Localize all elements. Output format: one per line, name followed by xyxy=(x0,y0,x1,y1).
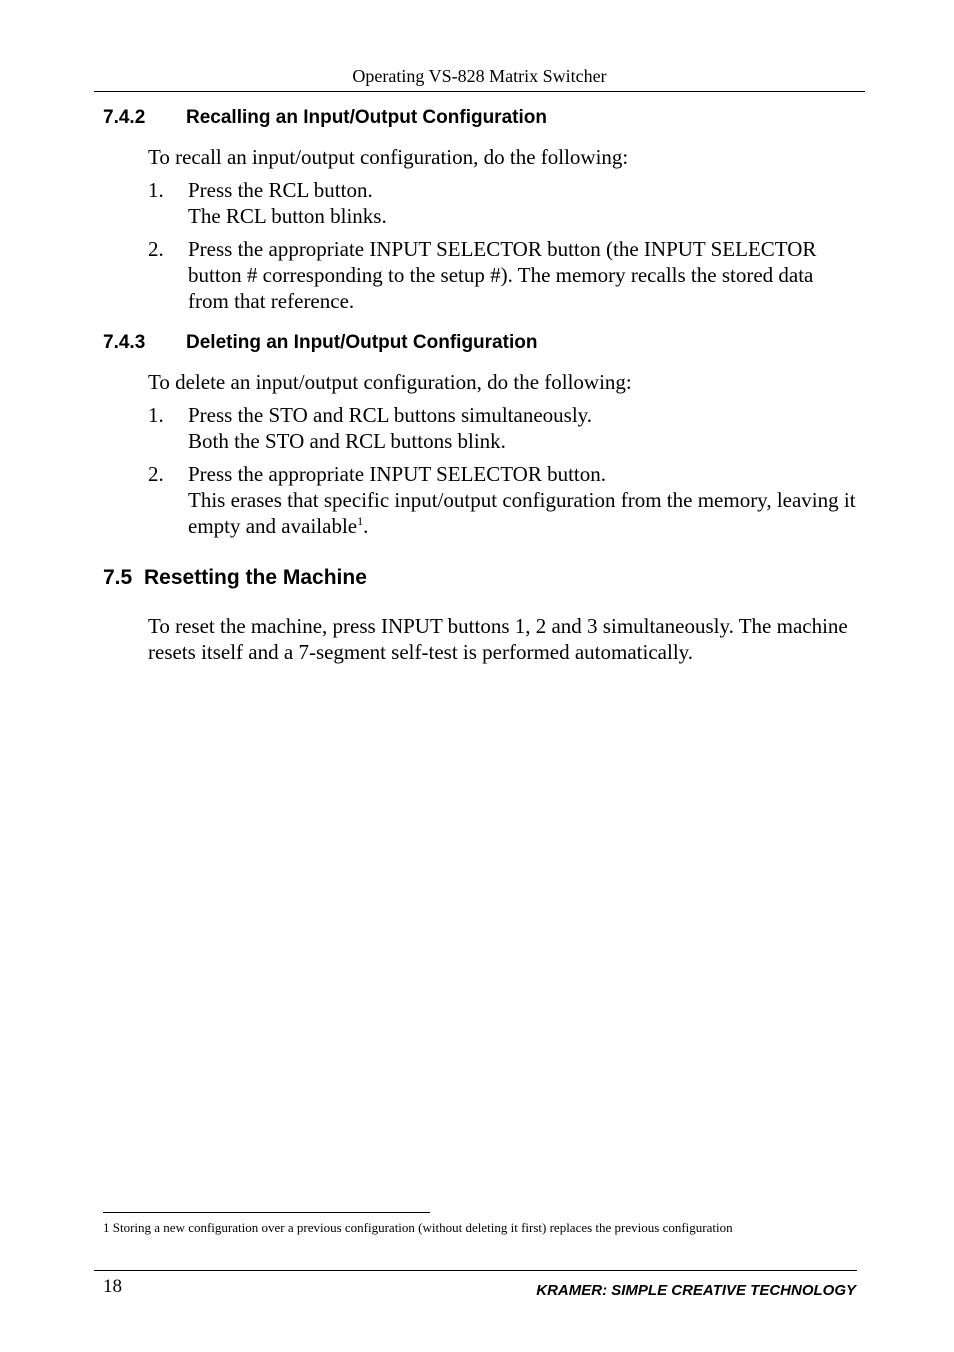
section-title: Recalling an Input/Output Configuration xyxy=(186,107,547,128)
reset-paragraph: To reset the machine, press INPUT buttons 1, 2 and 3 simultaneously. The machine resets itself and a 7-segment self-test is performed automatically. xyxy=(148,614,848,664)
list-item xyxy=(148,177,858,229)
section-heading-7-4-3 xyxy=(103,332,537,354)
section-heading-7-4-2 xyxy=(103,107,547,129)
step-text: Press the appropriate INPUT SELECTOR button (the INPUT SELECTOR button # corresponding to the setup #). The memory recalls the stored data from that reference. xyxy=(188,237,817,313)
footer-brand: KRAMER: SIMPLE CREATIVE TECHNOLOGY xyxy=(536,1282,856,1299)
list-marker: 2. xyxy=(148,237,164,261)
step-text: Press the RCL button. xyxy=(188,178,373,202)
list-marker: 2. xyxy=(148,462,164,486)
section-number: 7.4.3 xyxy=(103,332,146,353)
step-text: Press the appropriate INPUT SELECTOR button. xyxy=(188,462,607,486)
list-marker: 1. xyxy=(148,403,164,427)
page-number: 18 xyxy=(103,1276,122,1297)
list-marker: 1. xyxy=(148,178,164,202)
footnote-rule xyxy=(103,1212,430,1213)
intro-paragraph-recall: To recall an input/output configuration, do the following: xyxy=(148,145,629,169)
list-item xyxy=(148,461,858,539)
section-title: Resetting the Machine xyxy=(144,566,367,589)
list-item xyxy=(148,236,858,314)
section-number: 7.5 xyxy=(103,566,133,589)
footnote: 1 Storing a new configuration over a previous configuration (without deleting it first) replaces the previous configuration xyxy=(103,1220,733,1235)
section-title: Deleting an Input/Output Configuration xyxy=(186,332,538,353)
running-header: Operating VS-828 Matrix Switcher xyxy=(352,66,607,86)
intro-paragraph-delete: To delete an input/output configuration, do the following: xyxy=(148,370,632,394)
step-result-text xyxy=(188,487,858,539)
step-result-trailing: . xyxy=(363,514,369,538)
footnote-reference[interactable]: 1 xyxy=(357,514,364,528)
step-text: Press the STO and RCL buttons simultaneously. xyxy=(188,403,593,427)
list-item xyxy=(148,402,858,454)
header-rule xyxy=(94,91,865,92)
step-result-text: The RCL button blinks. xyxy=(188,204,387,228)
section-heading-7-5 xyxy=(103,566,367,590)
section-number: 7.4.2 xyxy=(103,107,146,128)
step-result-text: Both the STO and RCL buttons blink. xyxy=(188,429,506,453)
footer-rule xyxy=(94,1270,857,1271)
step-result-body: This erases that specific input/output configuration from the memory, leaving it empty and available xyxy=(188,488,856,538)
